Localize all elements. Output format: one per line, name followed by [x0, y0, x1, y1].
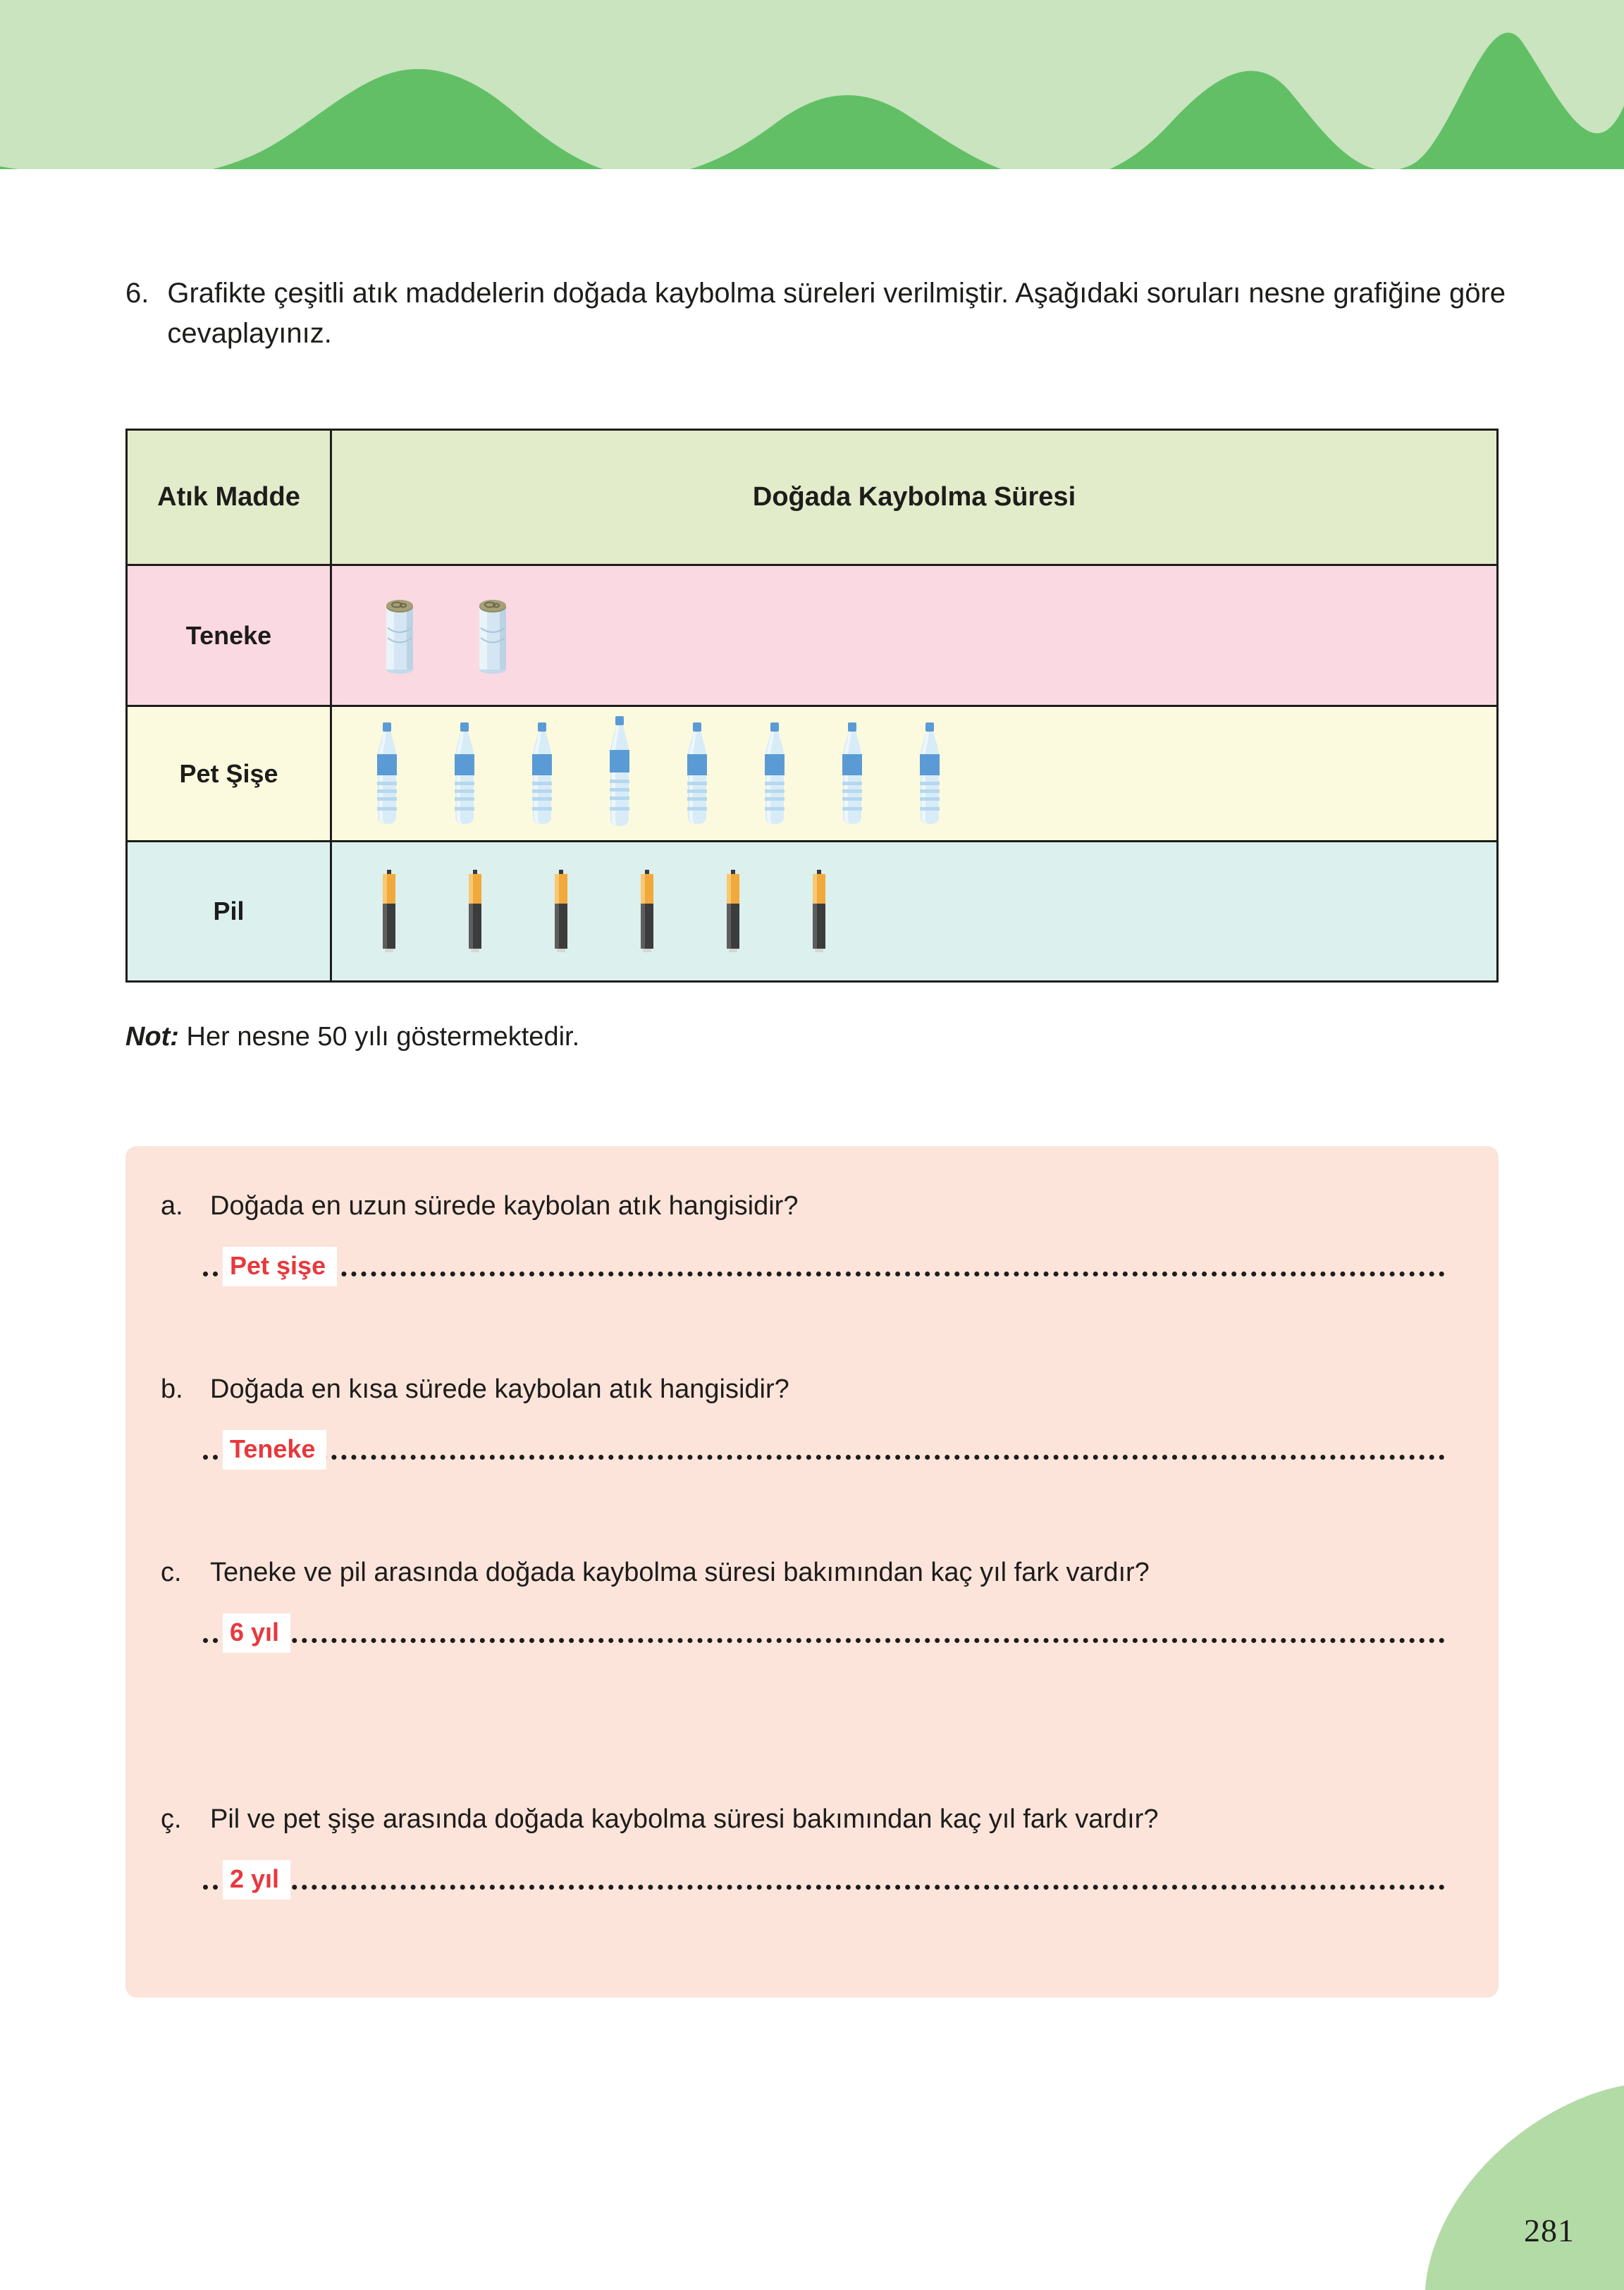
answer-dotted-line: [203, 1885, 1445, 1890]
answer-value-a[interactable]: Pet şişe: [223, 1247, 337, 1286]
answer-row-c[interactable]: [203, 1603, 1465, 1649]
battery-icon: [552, 870, 570, 953]
answer-row-a[interactable]: [203, 1237, 1465, 1282]
qa-marker-c-cedilla: ç.: [161, 1804, 182, 1834]
question-number: 6.: [125, 278, 149, 309]
plastic-bottle-icon: [449, 721, 480, 827]
table-row-pil: [128, 842, 1496, 980]
answer-dotted-line: [203, 1638, 1445, 1643]
battery-icon: [380, 870, 398, 953]
answer-value-c-cedilla[interactable]: 2 yıl: [223, 1860, 290, 1900]
answers-panel: [125, 1146, 1499, 1997]
table-row-pet-sise: [128, 707, 1496, 842]
plastic-bottle-icon: [604, 715, 635, 827]
page-corner-decoration: [1328, 2086, 1624, 2290]
plastic-bottle-icon: [682, 721, 713, 827]
qa-item-c: [161, 1553, 1465, 1649]
qa-text-c: Teneke ve pil arasında doğada kaybolma süresi bakımından kaç yıl fark vardır?: [210, 1558, 1150, 1587]
top-wave-decoration: [0, 0, 1624, 169]
qa-item-a: [161, 1187, 1465, 1282]
table-row-teneke: [128, 566, 1496, 707]
row-icons-teneke: [332, 566, 1496, 705]
row-icons-pil: [332, 842, 1496, 980]
qa-item-b: [161, 1370, 1465, 1465]
qa-text-c-cedilla: Pil ve pet şişe arasında doğada kaybolma süresi bakımından kaç yıl fark vardır?: [210, 1804, 1159, 1834]
answer-row-c-cedilla[interactable]: [203, 1850, 1465, 1895]
qa-marker-b: b.: [161, 1374, 183, 1404]
qa-item-c-cedilla: [161, 1800, 1465, 1895]
plastic-bottle-icon: [837, 721, 868, 827]
qa-text-a: Doğada en uzun sürede kaybolan atık hangisidir?: [210, 1191, 799, 1221]
battery-icon: [466, 870, 484, 953]
plastic-bottle-icon: [759, 721, 790, 827]
plastic-bottle-icon: [527, 721, 558, 827]
page-number: 281: [1524, 2212, 1575, 2248]
note-line: [125, 1022, 579, 1052]
answer-value-c[interactable]: 6 yıl: [223, 1613, 290, 1653]
corner-shape: [1425, 2086, 1624, 2290]
qa-text-b: Doğada en kısa sürede kaybolan atık hangisidir?: [210, 1374, 789, 1404]
plastic-bottle-icon: [371, 721, 402, 827]
note-prefix: Not:: [125, 1022, 179, 1052]
answer-dotted-line: [203, 1455, 1445, 1460]
pictograph-table: [125, 429, 1499, 983]
battery-icon: [638, 870, 656, 953]
header-atik-madde: Atık Madde: [128, 431, 332, 564]
qa-marker-a: a.: [161, 1191, 183, 1221]
answer-row-b[interactable]: [203, 1420, 1465, 1465]
tin-can-icon: [381, 594, 418, 677]
row-label-pet-sise: Pet Şişe: [128, 707, 332, 840]
battery-icon: [810, 870, 828, 953]
table-header-row: [128, 431, 1496, 566]
note-text: Her nesne 50 yılı göstermektedir.: [178, 1022, 580, 1052]
header-kaybolma-suresi: Doğada Kaybolma Süresi: [752, 482, 1076, 512]
question-text: Grafikte çeşitli atık maddelerin doğada kaybolma süreleri verilmiştir. Aşağıdaki soruları nesne grafiğine göre cevaplayınız.: [167, 278, 1506, 349]
tin-can-icon: [474, 594, 511, 677]
battery-icon: [724, 870, 742, 953]
row-label-pil: Pil: [128, 842, 332, 980]
row-label-teneke: Teneke: [128, 566, 332, 705]
answer-dotted-line: [203, 1272, 1445, 1276]
answer-value-b[interactable]: Teneke: [223, 1430, 326, 1470]
qa-marker-c: c.: [161, 1558, 182, 1587]
plastic-bottle-icon: [914, 721, 945, 827]
question-heading: [125, 273, 1521, 354]
row-icons-pet-sise: [332, 707, 1496, 840]
